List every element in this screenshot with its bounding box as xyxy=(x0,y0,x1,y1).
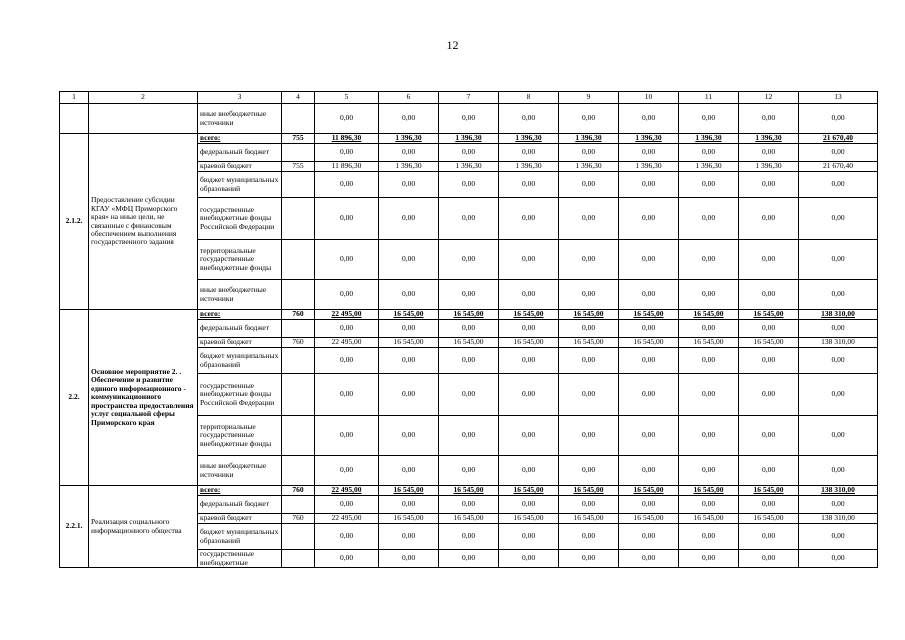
value-cell: 0,00 xyxy=(739,320,799,338)
value-cell: 16 545,00 xyxy=(739,310,799,320)
value-cell: 0,00 xyxy=(799,172,878,198)
value-cell: 16 545,00 xyxy=(679,338,739,348)
value-cell: 0,00 xyxy=(619,524,679,550)
kbk-cell: 755 xyxy=(282,134,315,144)
value-cell: 0,00 xyxy=(439,144,499,162)
value-cell: 16 545,00 xyxy=(379,486,439,496)
source-label: краевой бюджет xyxy=(198,338,282,348)
value-cell: 0,00 xyxy=(379,348,439,374)
table-row xyxy=(60,104,878,134)
value-cell: 0,00 xyxy=(439,524,499,550)
value-cell: 0,00 xyxy=(499,416,559,456)
value-cell: 0,00 xyxy=(679,240,739,280)
value-cell: 0,00 xyxy=(439,280,499,310)
value-cell: 0,00 xyxy=(739,416,799,456)
column-number-header: 6 xyxy=(379,92,439,104)
value-cell: 0,00 xyxy=(439,104,499,134)
value-cell: 0,00 xyxy=(799,416,878,456)
value-cell: 16 545,00 xyxy=(499,486,559,496)
source-label: краевой бюджет xyxy=(198,514,282,524)
value-cell: 0,00 xyxy=(315,550,379,568)
value-cell: 0,00 xyxy=(679,416,739,456)
source-label: бюджет муниципальных образований xyxy=(198,348,282,374)
value-cell: 0,00 xyxy=(499,524,559,550)
value-cell: 0,00 xyxy=(499,550,559,568)
value-cell: 0,00 xyxy=(439,496,499,514)
value-cell: 1 396,30 xyxy=(499,134,559,144)
value-cell: 0,00 xyxy=(679,374,739,416)
value-cell: 0,00 xyxy=(799,524,878,550)
value-cell: 0,00 xyxy=(739,144,799,162)
column-number-header: 2 xyxy=(89,92,198,104)
kbk-cell xyxy=(282,144,315,162)
value-cell: 0,00 xyxy=(799,240,878,280)
value-cell: 0,00 xyxy=(559,320,619,338)
value-cell: 16 545,00 xyxy=(379,338,439,348)
value-cell: 0,00 xyxy=(799,280,878,310)
kbk-cell xyxy=(282,240,315,280)
value-cell: 0,00 xyxy=(679,198,739,240)
value-cell: 0,00 xyxy=(379,374,439,416)
value-cell: 0,00 xyxy=(379,104,439,134)
value-cell: 1 396,30 xyxy=(739,162,799,172)
kbk-cell xyxy=(282,374,315,416)
value-cell: 0,00 xyxy=(499,374,559,416)
value-cell: 0,00 xyxy=(799,496,878,514)
value-cell: 0,00 xyxy=(679,348,739,374)
value-cell: 0,00 xyxy=(799,320,878,338)
value-cell: 1 396,30 xyxy=(679,134,739,144)
value-cell: 16 545,00 xyxy=(739,338,799,348)
value-cell: 0,00 xyxy=(315,104,379,134)
value-cell: 0,00 xyxy=(559,144,619,162)
value-cell: 0,00 xyxy=(439,240,499,280)
value-cell: 0,00 xyxy=(799,348,878,374)
kbk-cell xyxy=(282,456,315,486)
source-label: всего: xyxy=(198,134,282,144)
value-cell: 1 396,30 xyxy=(379,134,439,144)
value-cell: 0,00 xyxy=(499,320,559,338)
value-cell: 16 545,00 xyxy=(439,338,499,348)
value-cell: 0,00 xyxy=(315,320,379,338)
source-label: иные внебюджетные источники xyxy=(198,456,282,486)
source-label: государственные внебюджетные фонды Российской Федерации xyxy=(198,198,282,240)
kbk-cell xyxy=(282,198,315,240)
value-cell: 0,00 xyxy=(499,456,559,486)
value-cell: 1 396,30 xyxy=(379,162,439,172)
value-cell: 0,00 xyxy=(315,348,379,374)
value-cell: 16 545,00 xyxy=(439,514,499,524)
value-cell: 0,00 xyxy=(799,456,878,486)
value-cell: 1 396,30 xyxy=(619,162,679,172)
value-cell: 16 545,00 xyxy=(439,486,499,496)
kbk-cell xyxy=(282,550,315,568)
column-number-header: 5 xyxy=(315,92,379,104)
source-label: государственные внебюджетные xyxy=(198,550,282,568)
column-number-header: 3 xyxy=(198,92,282,104)
value-cell: 22 495,00 xyxy=(315,338,379,348)
value-cell: 0,00 xyxy=(679,280,739,310)
value-cell: 0,00 xyxy=(315,144,379,162)
value-cell: 0,00 xyxy=(379,496,439,514)
section-name: Основное мероприятие 2. . Обеспечение и развитие единого информационного - коммуникационного пространства предоставления услуг социальной сферы Приморского края xyxy=(89,310,198,486)
value-cell: 0,00 xyxy=(499,348,559,374)
column-number-header: 7 xyxy=(439,92,499,104)
column-number-header: 9 xyxy=(559,92,619,104)
value-cell: 16 545,00 xyxy=(619,486,679,496)
value-cell: 0,00 xyxy=(739,240,799,280)
kbk-cell: 760 xyxy=(282,486,315,496)
value-cell: 0,00 xyxy=(739,104,799,134)
value-cell: 0,00 xyxy=(559,172,619,198)
value-cell: 16 545,00 xyxy=(559,514,619,524)
value-cell: 0,00 xyxy=(559,348,619,374)
value-cell: 0,00 xyxy=(499,104,559,134)
section-code: 2.2.1. xyxy=(60,486,89,568)
source-label: бюджет муниципальных образований xyxy=(198,524,282,550)
source-label: федеральный бюджет xyxy=(198,144,282,162)
value-cell: 1 396,30 xyxy=(499,162,559,172)
value-cell: 0,00 xyxy=(619,348,679,374)
section-name: Предоставление субсидии КГАУ «МФЦ Приморского края» на иные цели, не связанные с финансовым обеспечением выполнения государственного задания xyxy=(89,134,198,310)
value-cell: 0,00 xyxy=(559,416,619,456)
value-cell: 16 545,00 xyxy=(559,338,619,348)
column-number-header: 1 xyxy=(60,92,89,104)
kbk-cell xyxy=(282,280,315,310)
value-cell: 0,00 xyxy=(739,550,799,568)
kbk-cell: 760 xyxy=(282,310,315,320)
table-row xyxy=(60,310,878,320)
value-cell: 0,00 xyxy=(379,198,439,240)
value-cell: 0,00 xyxy=(619,198,679,240)
source-label: бюджет муниципальных образований xyxy=(198,172,282,198)
column-number-header: 11 xyxy=(679,92,739,104)
value-cell: 0,00 xyxy=(439,374,499,416)
table-header-row xyxy=(60,92,878,104)
value-cell: 0,00 xyxy=(439,416,499,456)
kbk-cell xyxy=(282,496,315,514)
value-cell: 0,00 xyxy=(439,348,499,374)
value-cell: 0,00 xyxy=(799,550,878,568)
value-cell: 0,00 xyxy=(559,374,619,416)
value-cell: 21 670,40 xyxy=(799,162,878,172)
kbk-cell: 760 xyxy=(282,514,315,524)
value-cell: 11 896,30 xyxy=(315,134,379,144)
value-cell: 0,00 xyxy=(379,524,439,550)
page-number: 12 xyxy=(446,38,459,52)
value-cell: 0,00 xyxy=(619,496,679,514)
value-cell: 0,00 xyxy=(439,198,499,240)
value-cell: 16 545,00 xyxy=(619,514,679,524)
value-cell: 1 396,30 xyxy=(439,162,499,172)
code-cell xyxy=(60,104,89,134)
value-cell: 0,00 xyxy=(559,104,619,134)
column-number-header: 10 xyxy=(619,92,679,104)
value-cell: 16 545,00 xyxy=(439,310,499,320)
value-cell: 16 545,00 xyxy=(499,514,559,524)
value-cell: 0,00 xyxy=(315,172,379,198)
value-cell: 16 545,00 xyxy=(499,338,559,348)
kbk-cell xyxy=(282,524,315,550)
value-cell: 1 396,30 xyxy=(739,134,799,144)
value-cell: 0,00 xyxy=(679,320,739,338)
value-cell: 0,00 xyxy=(679,456,739,486)
value-cell: 0,00 xyxy=(679,550,739,568)
source-label: федеральный бюджет xyxy=(198,496,282,514)
kbk-cell xyxy=(282,172,315,198)
value-cell: 0,00 xyxy=(315,456,379,486)
section-name: Реализация социального информационного общества xyxy=(89,486,198,568)
source-label: государственные внебюджетные фонды Российской Федерации xyxy=(198,374,282,416)
column-number-header: 12 xyxy=(739,92,799,104)
table-row xyxy=(60,486,878,496)
value-cell: 0,00 xyxy=(739,172,799,198)
value-cell: 0,00 xyxy=(799,104,878,134)
value-cell: 1 396,30 xyxy=(619,134,679,144)
value-cell: 0,00 xyxy=(439,172,499,198)
value-cell: 0,00 xyxy=(315,524,379,550)
value-cell: 0,00 xyxy=(739,496,799,514)
value-cell: 138 310,00 xyxy=(799,486,878,496)
value-cell: 16 545,00 xyxy=(379,514,439,524)
source-label: краевой бюджет xyxy=(198,162,282,172)
value-cell: 0,00 xyxy=(619,240,679,280)
value-cell: 22 495,00 xyxy=(315,514,379,524)
kbk-cell xyxy=(282,416,315,456)
value-cell: 0,00 xyxy=(379,240,439,280)
value-cell: 0,00 xyxy=(379,456,439,486)
value-cell: 16 545,00 xyxy=(739,514,799,524)
value-cell: 16 545,00 xyxy=(619,310,679,320)
value-cell: 0,00 xyxy=(379,550,439,568)
value-cell: 0,00 xyxy=(559,456,619,486)
value-cell: 0,00 xyxy=(679,496,739,514)
kbk-cell: 760 xyxy=(282,338,315,348)
value-cell: 0,00 xyxy=(619,456,679,486)
value-cell: 0,00 xyxy=(439,456,499,486)
source-label: всего: xyxy=(198,310,282,320)
value-cell: 138 310,00 xyxy=(799,310,878,320)
value-cell: 0,00 xyxy=(439,320,499,338)
value-cell: 0,00 xyxy=(315,198,379,240)
kbk-cell xyxy=(282,104,315,134)
value-cell: 1 396,30 xyxy=(559,162,619,172)
source-label: иные внебюджетные источники xyxy=(198,104,282,134)
value-cell: 0,00 xyxy=(739,348,799,374)
value-cell: 0,00 xyxy=(619,374,679,416)
value-cell: 0,00 xyxy=(799,374,878,416)
column-number-header: 8 xyxy=(499,92,559,104)
value-cell: 0,00 xyxy=(619,550,679,568)
value-cell: 138 310,00 xyxy=(799,514,878,524)
value-cell: 11 896,30 xyxy=(315,162,379,172)
name-cell xyxy=(89,104,198,134)
value-cell: 1 396,30 xyxy=(559,134,619,144)
column-number-header: 13 xyxy=(799,92,878,104)
kbk-cell xyxy=(282,348,315,374)
value-cell: 0,00 xyxy=(315,374,379,416)
value-cell: 0,00 xyxy=(619,104,679,134)
value-cell: 0,00 xyxy=(499,280,559,310)
value-cell: 0,00 xyxy=(679,172,739,198)
budget-table xyxy=(59,91,878,568)
value-cell: 0,00 xyxy=(559,496,619,514)
value-cell: 1 396,30 xyxy=(439,134,499,144)
section-code: 2.1.2. xyxy=(60,134,89,310)
value-cell: 0,00 xyxy=(559,240,619,280)
value-cell: 22 495,00 xyxy=(315,310,379,320)
value-cell: 0,00 xyxy=(619,172,679,198)
kbk-cell xyxy=(282,320,315,338)
source-label: территориальные государственные внебюджетные фонды xyxy=(198,416,282,456)
value-cell: 22 495,00 xyxy=(315,486,379,496)
value-cell: 0,00 xyxy=(379,144,439,162)
value-cell: 0,00 xyxy=(559,280,619,310)
value-cell: 0,00 xyxy=(739,374,799,416)
value-cell: 0,00 xyxy=(379,172,439,198)
value-cell: 0,00 xyxy=(739,456,799,486)
value-cell: 138 310,00 xyxy=(799,338,878,348)
value-cell: 0,00 xyxy=(315,240,379,280)
value-cell: 0,00 xyxy=(679,104,739,134)
value-cell: 0,00 xyxy=(499,240,559,280)
value-cell: 0,00 xyxy=(739,198,799,240)
value-cell: 16 545,00 xyxy=(619,338,679,348)
section-code: 2.2. xyxy=(60,310,89,486)
value-cell: 0,00 xyxy=(739,524,799,550)
source-label: иные внебюджетные источники xyxy=(198,280,282,310)
column-number-header: 4 xyxy=(282,92,315,104)
source-label: федеральный бюджет xyxy=(198,320,282,338)
value-cell: 0,00 xyxy=(799,198,878,240)
value-cell: 0,00 xyxy=(559,524,619,550)
value-cell: 0,00 xyxy=(379,416,439,456)
value-cell: 0,00 xyxy=(315,496,379,514)
source-label: территориальные государственные внебюджетные фонды xyxy=(198,240,282,280)
value-cell: 16 545,00 xyxy=(499,310,559,320)
value-cell: 0,00 xyxy=(315,416,379,456)
value-cell: 0,00 xyxy=(619,320,679,338)
value-cell: 16 545,00 xyxy=(379,310,439,320)
value-cell: 0,00 xyxy=(619,280,679,310)
value-cell: 0,00 xyxy=(499,144,559,162)
value-cell: 0,00 xyxy=(559,550,619,568)
value-cell: 0,00 xyxy=(315,280,379,310)
value-cell: 0,00 xyxy=(559,198,619,240)
value-cell: 0,00 xyxy=(379,280,439,310)
value-cell: 16 545,00 xyxy=(739,486,799,496)
value-cell: 0,00 xyxy=(619,416,679,456)
value-cell: 0,00 xyxy=(739,280,799,310)
value-cell: 0,00 xyxy=(439,550,499,568)
value-cell: 0,00 xyxy=(379,320,439,338)
value-cell: 0,00 xyxy=(499,198,559,240)
value-cell: 16 545,00 xyxy=(679,486,739,496)
value-cell: 0,00 xyxy=(499,172,559,198)
kbk-cell: 755 xyxy=(282,162,315,172)
value-cell: 0,00 xyxy=(619,144,679,162)
value-cell: 16 545,00 xyxy=(679,310,739,320)
value-cell: 0,00 xyxy=(499,496,559,514)
value-cell: 21 670,40 xyxy=(799,134,878,144)
value-cell: 16 545,00 xyxy=(559,310,619,320)
value-cell: 16 545,00 xyxy=(679,514,739,524)
source-label: всего: xyxy=(198,486,282,496)
value-cell: 1 396,30 xyxy=(679,162,739,172)
value-cell: 0,00 xyxy=(679,524,739,550)
value-cell: 0,00 xyxy=(679,144,739,162)
value-cell: 16 545,00 xyxy=(559,486,619,496)
table-row xyxy=(60,134,878,144)
value-cell: 0,00 xyxy=(799,144,878,162)
